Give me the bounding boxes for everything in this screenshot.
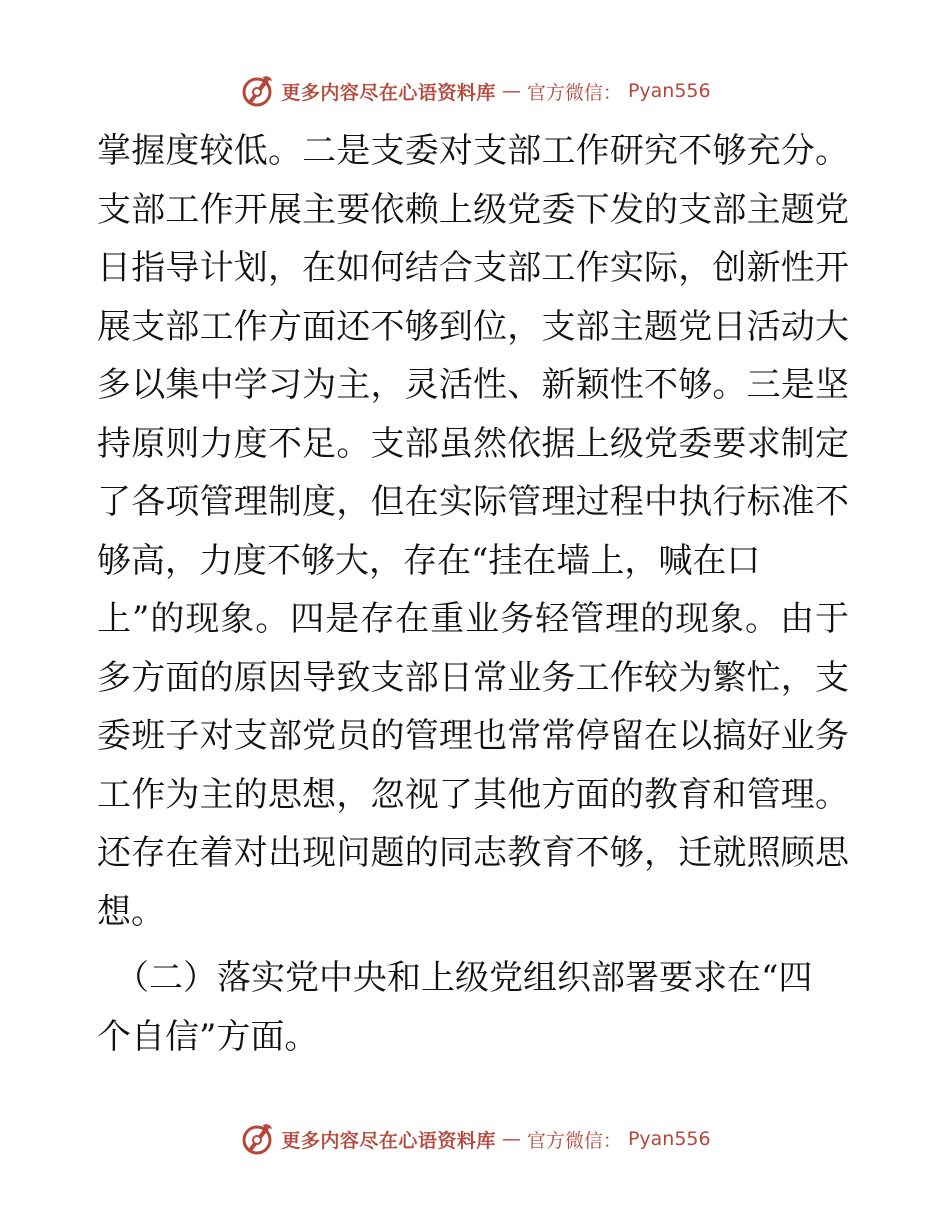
body-line: 支部工作开展主要依赖上级党委下发的支部主题党: [97, 189, 849, 230]
section-gap: [97, 941, 849, 949]
section-heading-line: 个自信”方面。: [97, 1016, 319, 1057]
banner-title: 更多内容尽在心语资料库: [281, 1129, 496, 1152]
document-body: [97, 122, 849, 1066]
banner-separator: —: [501, 80, 521, 102]
banner-wechat-id: Pyan556: [627, 1128, 711, 1150]
body-line: 掌握度较低。二是支委对支部工作研究不够充分。: [97, 131, 849, 171]
body-line: 展支部工作方面还不够到位，支部主题党日活动大: [97, 306, 849, 347]
banner-separator: —: [501, 1128, 521, 1150]
body-line: 还存在着对出现问题的同志教育不够，迁就照顾思: [97, 833, 849, 873]
body-line: 想。: [97, 891, 165, 932]
quill-seal-logo-icon: [239, 73, 275, 109]
banner-title: 更多内容尽在心语资料库: [281, 81, 496, 104]
section-heading-line: （二）落实党中央和上级党组织部署要求在“四: [115, 958, 813, 998]
banner-contact-label: 官方微信：: [526, 1129, 622, 1152]
footer-banner: [0, 1119, 950, 1159]
body-line: 了各项管理制度，但在实际管理过程中执行标准不: [97, 482, 849, 522]
body-line: 多以集中学习为主，灵活性、新颖性不够。三是坚: [97, 365, 849, 405]
body-line: 多方面的原因导致支部日常业务工作较为繁忙，支: [97, 657, 849, 698]
header-banner: [0, 71, 950, 111]
body-line: 够高，力度不够大，存在“挂在墙上，喊在口: [97, 540, 761, 581]
body-line: 持原则力度不足。支部虽然依据上级党委要求制定: [97, 423, 849, 464]
banner-wechat-id: Pyan556: [627, 80, 711, 102]
banner-contact-label: 官方微信：: [526, 81, 622, 104]
body-line: 委班子对支部党员的管理也常常停留在以搞好业务: [97, 716, 849, 756]
body-line: 工作为主的思想，忽视了其他方面的教育和管理。: [97, 774, 849, 815]
body-line: 上”的现象。四是存在重业务轻管理的现象。由于: [97, 599, 849, 639]
quill-seal-logo-icon: [239, 1121, 275, 1157]
body-line: 日指导计划，在如何结合支部工作实际，创新性开: [97, 248, 849, 288]
